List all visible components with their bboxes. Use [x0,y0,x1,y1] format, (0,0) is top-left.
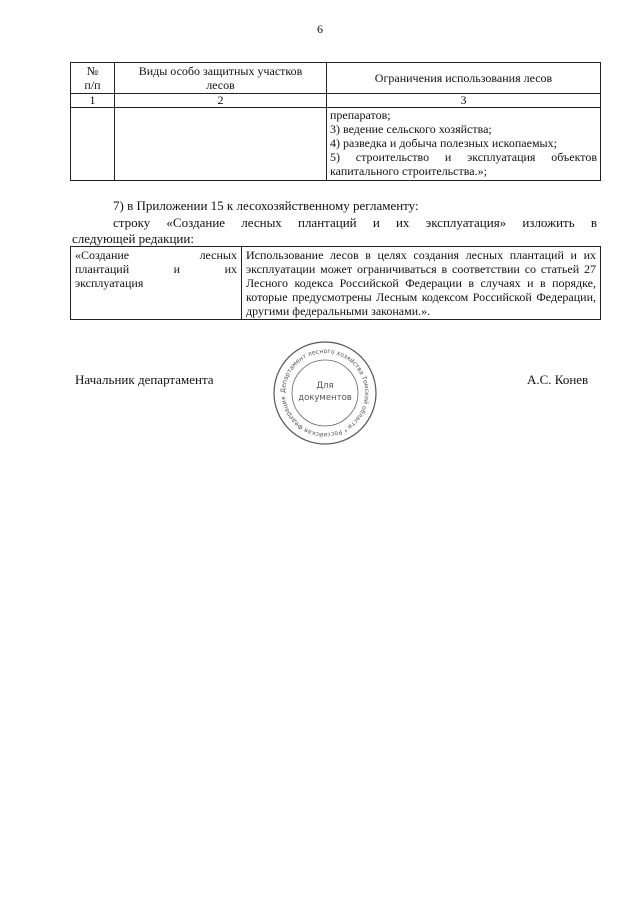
header-types-line1: Виды особо защитных участков [138,64,303,78]
header-number-cell [71,63,115,94]
row-type-cell [115,108,327,181]
signatory-name: А.С. Конев [527,372,589,387]
activity-cell [71,247,242,320]
restriction-text-cell: Использование лесов в целях создания лесных плантаций и их эксплуатации может ограничиваться в соответствии со статьей 27 Лесного кодекса Российской Федерации в случаях и в порядке, которые предусмотрены Лесным кодексом Российской Федерации, другими федеральными законами.». [242,247,601,320]
restriction-line: 3) ведение сельского хозяйства; [330,122,492,136]
official-stamp [272,340,378,446]
restrictions-table [70,62,601,181]
activity-line: плантаций и их [75,262,237,276]
row-number-cell [71,108,115,181]
column-number-row [71,94,601,108]
stamp-graphic [272,340,378,446]
paragraph-appendix-15: 7) в Приложении 15 к лесохозяйственному регламенту: [113,198,419,213]
new-edition-table [70,246,601,320]
activity-line: «Создание лесных [75,248,237,262]
stamp-ring-text: Департамент лесного хозяйства Томской области * Российская Федерация [279,347,371,439]
row-restrictions-cell [327,108,601,181]
column-number-1: 1 [71,94,115,108]
table-header-row [71,63,601,94]
header-restrictions-cell: Ограничения использования лесов [327,63,601,94]
stamp-center-line2: документов [298,393,352,403]
table-row [71,247,601,320]
restriction-line: капитального строительства.»; [330,164,487,178]
page-number: 6 [317,22,323,36]
activity-line: эксплуатация [75,276,144,290]
table-row [71,108,601,181]
restriction-line: 4) разведка и добыча полезных ископаемых; [330,136,557,150]
header-number-line1: № [86,64,99,78]
paragraph-replace-row: строку «Создание лесных плантаций и их эксплуатация» изложить в [113,215,597,230]
header-types-line2: лесов [206,78,235,92]
restriction-line: 5) строительство и эксплуатация объектов [330,150,597,164]
column-number-3: 3 [327,94,601,108]
column-number-2: 2 [115,94,327,108]
header-number-line2: п/п [84,78,101,92]
paragraph-new-edition: следующей редакции: [72,231,194,246]
signatory-position: Начальник департамента [75,372,214,387]
restriction-line: препаратов; [330,108,391,122]
header-types-cell [115,63,327,94]
stamp-center-line1: Для [316,381,334,391]
